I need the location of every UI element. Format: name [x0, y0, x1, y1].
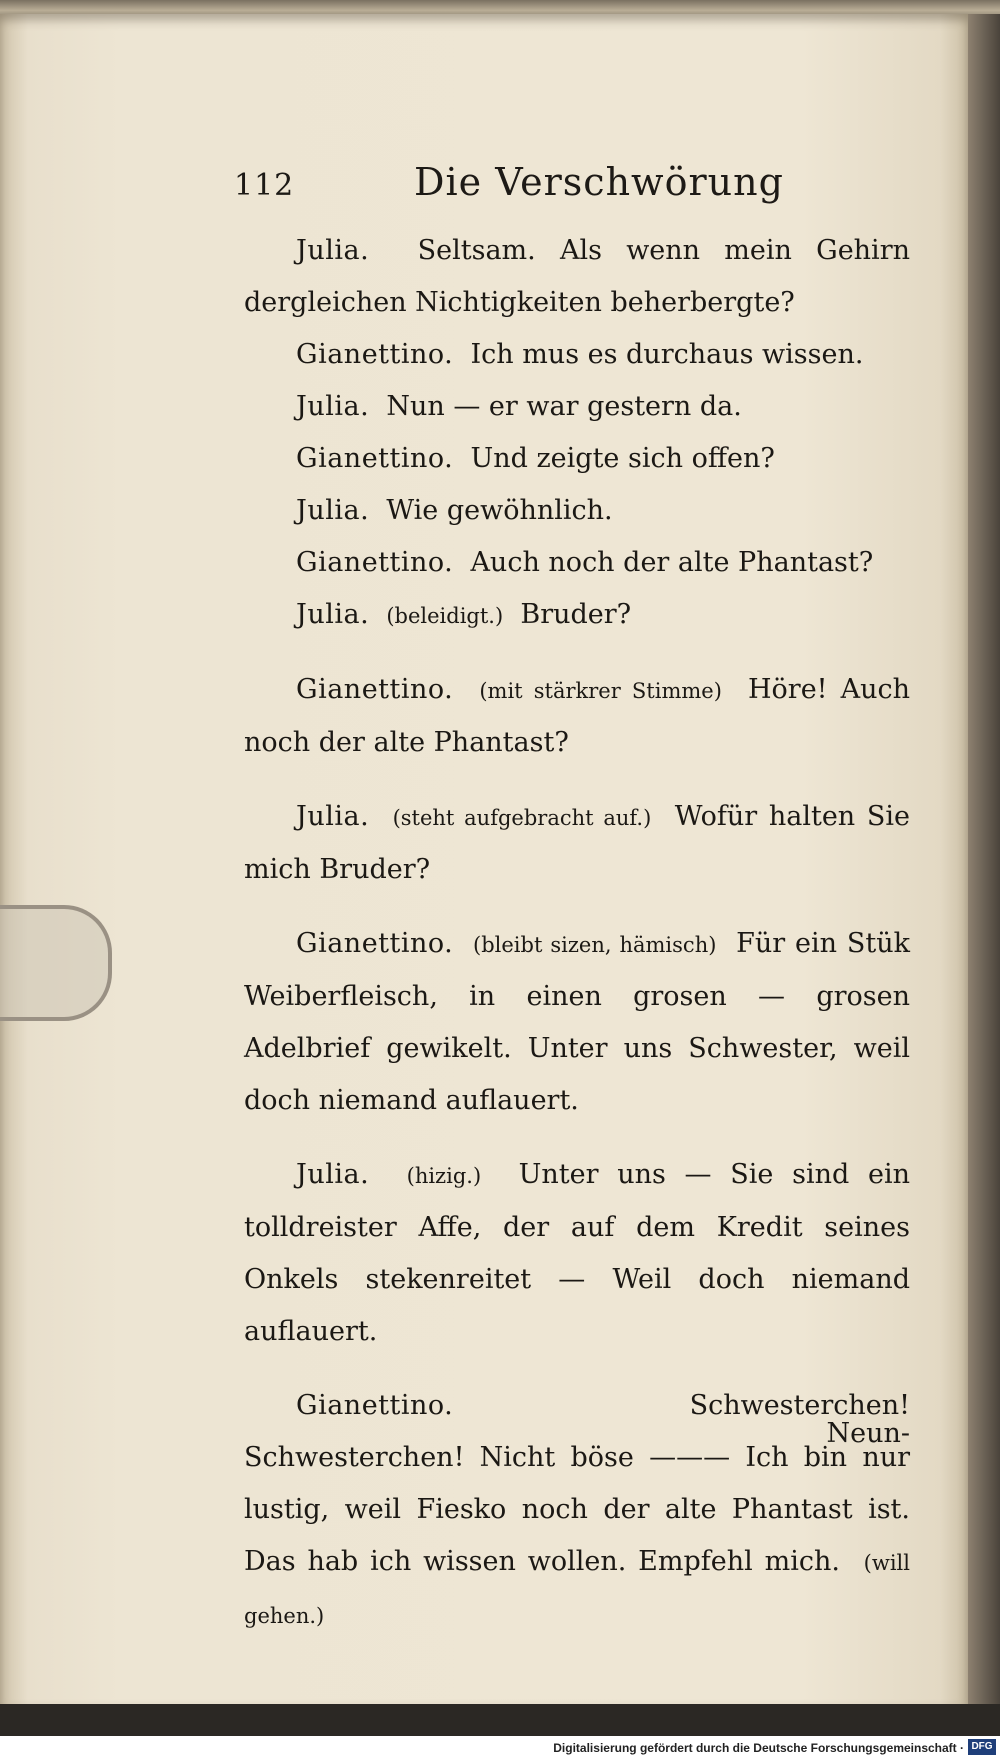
speaker-name: Gianettino. [296, 1390, 454, 1421]
dialogue-paragraph [244, 433, 910, 485]
dialogue-paragraph [244, 1149, 910, 1358]
spoken-line: Wofür halten Sie mich Bruder? [244, 801, 910, 885]
book-gutter [968, 14, 1000, 1704]
dialogue-text [244, 225, 910, 1642]
dialogue-paragraph [244, 329, 910, 381]
speaker-name: Gianettino. [296, 339, 454, 370]
speaker-name: Julia. [296, 495, 370, 526]
funding-credit: Digitalisierung gefördert durch die Deutsche Forschungsgemeinschaft · [553, 1741, 964, 1755]
spoken-line: Ich mus es durchaus wissen. [470, 339, 864, 370]
stage-direction: (bleibt sizen, hämisch) [473, 933, 717, 957]
running-title: Die Verschwörung [414, 160, 784, 204]
dialogue-paragraph [244, 485, 910, 537]
page-number: 112 [234, 168, 295, 203]
dialogue-paragraph [244, 225, 910, 329]
stage-direction: (beleidigt.) [386, 604, 504, 628]
spoken-line: Für ein Stük Weiberfleisch, in einen grosen — grosen Adelbrief gewikelt. Unter uns Schwester, weil doch niemand auflauert. [244, 928, 910, 1116]
dialogue-paragraph [244, 381, 910, 433]
speaker-name: Julia. [296, 801, 370, 832]
speaker-name: Julia. [296, 599, 370, 630]
spoken-line: Wie gewöhnlich. [386, 495, 613, 526]
spoken-line: Schwesterchen! Schwesterchen! Nicht böse ——— Ich bin nur lustig, weil Fiesko noch der alte Phantast ist. Das hab ich wissen wollen. Empfehl mich. [244, 1390, 910, 1577]
speaker-name: Julia. [296, 1159, 370, 1190]
speaker-name: Gianettino. [296, 928, 454, 959]
dialogue-paragraph [244, 537, 910, 589]
catchword: Neun- [826, 1418, 910, 1449]
dfg-logo: DFG [968, 1739, 996, 1755]
stage-direction: (hizig.) [406, 1164, 482, 1188]
page-clip [0, 905, 112, 1021]
speaker-name: Gianettino. [296, 674, 454, 705]
spoken-line: Und zeigte sich offen? [470, 443, 775, 474]
stage-direction: (will gehen.) [244, 1551, 910, 1628]
scan-bottom-band [0, 1704, 1000, 1736]
spoken-line: Seltsam. Als wenn mein Gehirn dergleichen Nichtigkeiten beherbergte? [244, 235, 910, 318]
speaker-name: Julia. [296, 391, 370, 422]
speaker-name: Gianettino. [296, 443, 454, 474]
dialogue-paragraph [244, 918, 910, 1127]
dialogue-paragraph [244, 589, 910, 642]
page-header [234, 160, 964, 210]
speaker-name: Gianettino. [296, 547, 454, 578]
spoken-line: Höre! Auch noch der alte Phantast? [244, 674, 910, 758]
dialogue-paragraph [244, 664, 910, 769]
spoken-line: Bruder? [520, 599, 632, 630]
stage-direction: (steht aufgebracht auf.) [392, 806, 652, 830]
spoken-line: Auch noch der alte Phantast? [470, 547, 874, 578]
speaker-name: Julia. [296, 235, 370, 266]
dialogue-paragraph [244, 1380, 910, 1642]
stage-direction: (mit stärkrer Stimme) [479, 679, 722, 703]
spoken-line: Nun — er war gestern da. [386, 391, 742, 422]
spoken-line: Unter uns — Sie sind ein tolldreister Affe, der auf dem Kredit seines Onkels stekenreitet — Weil doch niemand auflauert. [244, 1159, 910, 1347]
dialogue-paragraph [244, 791, 910, 896]
